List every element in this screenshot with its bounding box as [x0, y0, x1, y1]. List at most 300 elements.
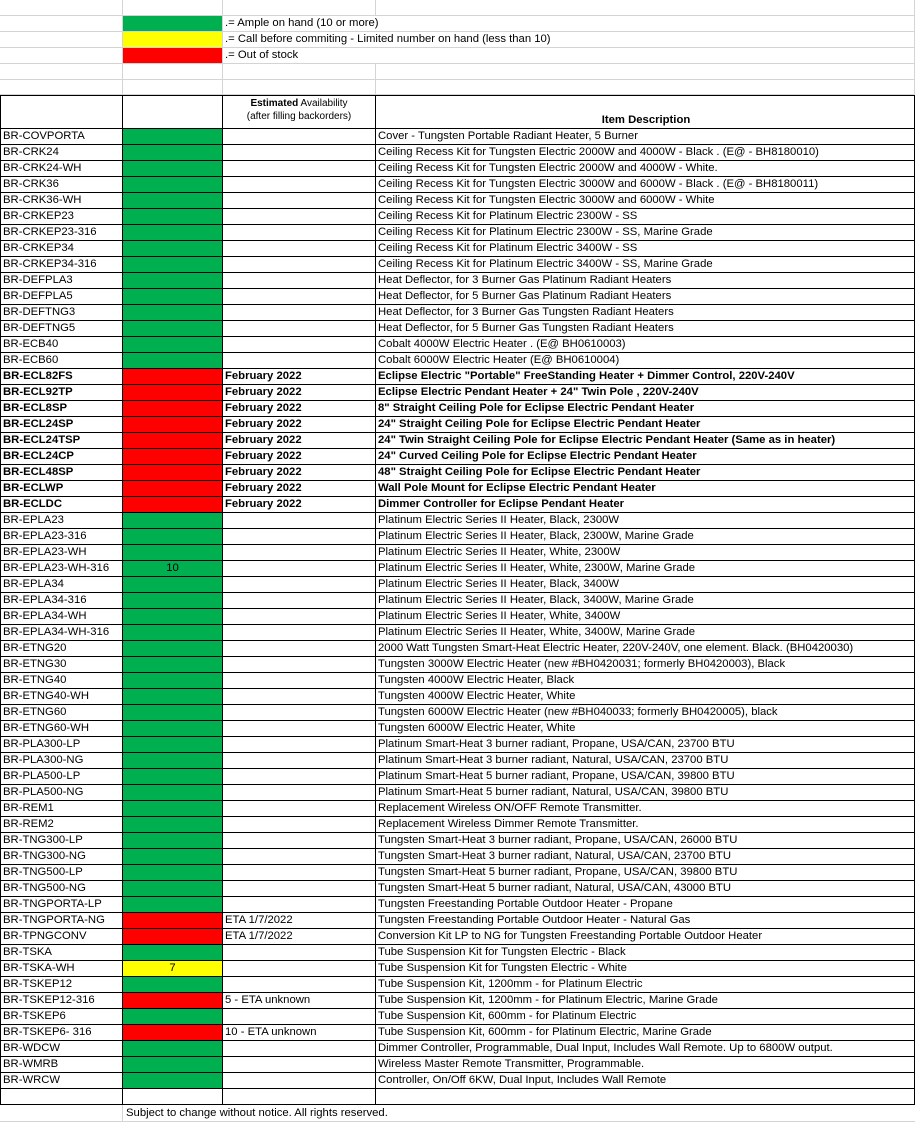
description-cell: Ceiling Recess Kit for Platinum Electric 3400W - SS, Marine Grade — [376, 257, 915, 273]
availability-cell — [223, 321, 376, 337]
table-row — [0, 513, 915, 529]
description-cell: Tube Suspension Kit for Tungsten Electric - Black — [376, 945, 915, 961]
description-cell: Ceiling Recess Kit for Tungsten Electric 2000W and 4000W - Black . (E@ - BH8180010) — [376, 145, 915, 161]
description-cell: Platinum Electric Series II Heater, Black, 3400W — [376, 577, 915, 593]
description-cell: Platinum Smart-Heat 3 burner radiant, Propane, USA/CAN, 23700 BTU — [376, 737, 915, 753]
table-row — [0, 385, 915, 401]
table-row — [0, 641, 915, 657]
sku-cell: BR-ETNG60-WH — [0, 721, 123, 737]
sku-cell: BR-EPLA34-WH — [0, 609, 123, 625]
availability-cell — [223, 337, 376, 353]
status-cell — [123, 273, 223, 289]
status-cell — [123, 849, 223, 865]
description-cell: Heat Deflector, for 5 Burner Gas Platinum Radiant Heaters — [376, 289, 915, 305]
table-row — [0, 481, 915, 497]
availability-cell — [223, 977, 376, 993]
table-row — [0, 593, 915, 609]
availability-cell — [223, 145, 376, 161]
sku-cell: BR-TSKEP6- 316 — [0, 1025, 123, 1041]
description-cell: Platinum Electric Series II Heater, White, 2300W — [376, 545, 915, 561]
description-cell: Tube Suspension Kit for Tungsten Electric - White — [376, 961, 915, 977]
table-row — [0, 417, 915, 433]
status-cell — [123, 577, 223, 593]
availability-cell — [223, 1009, 376, 1025]
description-cell: Eclipse Electric "Portable" FreeStanding Heater + Dimmer Control, 220V-240V — [376, 369, 915, 385]
status-cell — [123, 881, 223, 897]
description-cell: Platinum Electric Series II Heater, Black, 2300W — [376, 513, 915, 529]
status-cell — [123, 833, 223, 849]
footer-row — [0, 1105, 915, 1122]
availability-cell — [223, 673, 376, 689]
description-cell: Tungsten Smart-Heat 3 burner radiant, Natural, USA/CAN, 23700 BTU — [376, 849, 915, 865]
legend-label: .= Out of stock — [223, 48, 915, 64]
description-cell: Platinum Smart-Heat 5 burner radiant, Propane, USA/CAN, 39800 BTU — [376, 769, 915, 785]
status-cell — [123, 689, 223, 705]
description-cell: 2000 Watt Tungsten Smart-Heat Electric Heater, 220V-240V, one element. Black. (BH0420030) — [376, 641, 915, 657]
sku-cell: BR-PLA300-NG — [0, 753, 123, 769]
description-cell: Tube Suspension Kit, 600mm - for Platinum Electric — [376, 1009, 915, 1025]
availability-cell: February 2022 — [223, 385, 376, 401]
table-row — [0, 785, 915, 801]
description-cell: Tungsten Freestanding Portable Outdoor Heater - Propane — [376, 897, 915, 913]
availability-cell — [223, 833, 376, 849]
availability-cell — [223, 737, 376, 753]
status-cell — [123, 529, 223, 545]
sku-cell: BR-EPLA34-WH-316 — [0, 625, 123, 641]
status-cell — [123, 721, 223, 737]
table-row — [0, 401, 915, 417]
availability-cell — [223, 161, 376, 177]
sku-cell: BR-CRK36-WH — [0, 193, 123, 209]
description-cell: Dimmer Controller, Programmable, Dual Input, Includes Wall Remote. Up to 6800W output. — [376, 1041, 915, 1057]
status-cell — [123, 481, 223, 497]
availability-cell — [223, 769, 376, 785]
availability-cell — [223, 561, 376, 577]
availability-cell: February 2022 — [223, 481, 376, 497]
description-cell: Replacement Wireless Dimmer Remote Transmitter. — [376, 817, 915, 833]
availability-cell — [223, 881, 376, 897]
sku-cell: BR-ECL24CP — [0, 449, 123, 465]
table-row — [0, 705, 915, 721]
availability-cell — [223, 625, 376, 641]
status-cell — [123, 705, 223, 721]
table-row — [0, 833, 915, 849]
availability-cell — [223, 1057, 376, 1073]
table-row — [0, 321, 915, 337]
sku-cell: BR-TPNGCONV — [0, 929, 123, 945]
table-row — [0, 177, 915, 193]
sku-cell: BR-TNG300-LP — [0, 833, 123, 849]
availability-cell — [223, 689, 376, 705]
description-cell: Ceiling Recess Kit for Tungsten Electric 3000W and 6000W - White — [376, 193, 915, 209]
status-cell — [123, 353, 223, 369]
status-cell — [123, 1057, 223, 1073]
status-cell — [123, 865, 223, 881]
sku-cell: BR-ECLWP — [0, 481, 123, 497]
status-cell — [123, 241, 223, 257]
status-cell — [123, 305, 223, 321]
description-cell: Tungsten Freestanding Portable Outdoor Heater - Natural Gas — [376, 913, 915, 929]
table-row — [0, 1057, 915, 1073]
table-row — [0, 993, 915, 1009]
description-cell: Replacement Wireless ON/OFF Remote Transmitter. — [376, 801, 915, 817]
legend-label: .= Ample on hand (10 or more) — [223, 16, 915, 32]
description-cell: Ceiling Recess Kit for Platinum Electric 3400W - SS — [376, 241, 915, 257]
status-cell — [123, 769, 223, 785]
table-row — [0, 353, 915, 369]
availability-cell — [223, 209, 376, 225]
sku-cell: BR-CRK24 — [0, 145, 123, 161]
availability-header: Estimated Availability (after filling backorders) — [223, 95, 376, 129]
availability-cell — [223, 801, 376, 817]
sku-cell: BR-CRKEP23 — [0, 209, 123, 225]
status-cell — [123, 513, 223, 529]
availability-cell — [223, 193, 376, 209]
description-cell: 48" Straight Ceiling Pole for Eclipse Electric Pendant Heater — [376, 465, 915, 481]
legend-item — [0, 32, 915, 48]
description-cell: Tube Suspension Kit, 1200mm - for Platinum Electric — [376, 977, 915, 993]
sku-cell: BR-CRK24-WH — [0, 161, 123, 177]
table-row — [0, 753, 915, 769]
blank-row — [0, 1089, 915, 1105]
sku-cell: BR-WDCW — [0, 1041, 123, 1057]
availability-cell — [223, 577, 376, 593]
description-cell: Tube Suspension Kit, 600mm - for Platinum Electric, Marine Grade — [376, 1025, 915, 1041]
sku-cell: BR-ECLDC — [0, 497, 123, 513]
table-row — [0, 241, 915, 257]
table-row — [0, 1009, 915, 1025]
sku-cell: BR-ETNG30 — [0, 657, 123, 673]
sku-cell: BR-TNG500-NG — [0, 881, 123, 897]
availability-cell: February 2022 — [223, 433, 376, 449]
sku-cell: BR-ECL24SP — [0, 417, 123, 433]
availability-cell — [223, 945, 376, 961]
availability-cell: February 2022 — [223, 465, 376, 481]
sku-cell: BR-ETNG60 — [0, 705, 123, 721]
status-cell — [123, 161, 223, 177]
description-cell: Platinum Electric Series II Heater, Black, 2300W, Marine Grade — [376, 529, 915, 545]
table-row — [0, 769, 915, 785]
table-row — [0, 497, 915, 513]
sku-cell: BR-CRKEP34-316 — [0, 257, 123, 273]
table-row — [0, 337, 915, 353]
table-row — [0, 929, 915, 945]
status-cell — [123, 913, 223, 929]
status-cell — [123, 897, 223, 913]
description-cell: Tungsten Smart-Heat 3 burner radiant, Propane, USA/CAN, 26000 BTU — [376, 833, 915, 849]
sku-cell: BR-ECL48SP — [0, 465, 123, 481]
sku-cell: BR-CRK36 — [0, 177, 123, 193]
availability-cell — [223, 865, 376, 881]
status-cell — [123, 417, 223, 433]
sku-cell: BR-DEFTNG5 — [0, 321, 123, 337]
availability-cell — [223, 289, 376, 305]
table-row — [0, 609, 915, 625]
legend-swatch — [123, 16, 223, 32]
table-row — [0, 161, 915, 177]
table-row — [0, 657, 915, 673]
sku-cell: BR-PLA500-LP — [0, 769, 123, 785]
availability-cell — [223, 849, 376, 865]
sku-cell: BR-EPLA34 — [0, 577, 123, 593]
description-cell: Wireless Master Remote Transmitter, Programmable. — [376, 1057, 915, 1073]
availability-cell — [223, 273, 376, 289]
status-cell — [123, 993, 223, 1009]
status-cell — [123, 1009, 223, 1025]
description-cell: 24" Twin Straight Ceiling Pole for Eclipse Electric Pendant Heater (Same as in heater) — [376, 433, 915, 449]
availability-cell — [223, 241, 376, 257]
sku-cell: BR-ECB40 — [0, 337, 123, 353]
table-row — [0, 817, 915, 833]
status-cell — [123, 625, 223, 641]
availability-cell: February 2022 — [223, 417, 376, 433]
status-cell — [123, 225, 223, 241]
table-row — [0, 273, 915, 289]
status-cell — [123, 193, 223, 209]
sku-cell: BR-WMRB — [0, 1057, 123, 1073]
status-cell — [123, 177, 223, 193]
status-cell — [123, 145, 223, 161]
sku-cell: BR-TSKEP6 — [0, 1009, 123, 1025]
status-cell — [123, 657, 223, 673]
status-cell — [123, 337, 223, 353]
table-row — [0, 209, 915, 225]
status-cell — [123, 641, 223, 657]
status-cell — [123, 401, 223, 417]
status-cell — [123, 209, 223, 225]
status-cell — [123, 385, 223, 401]
table-row — [0, 977, 915, 993]
status-cell: 7 — [123, 961, 223, 977]
status-cell — [123, 801, 223, 817]
table-row — [0, 913, 915, 929]
table-row — [0, 193, 915, 209]
sku-cell: BR-EPLA23-316 — [0, 529, 123, 545]
description-cell: Tungsten 4000W Electric Heater, White — [376, 689, 915, 705]
description-cell: Cobalt 6000W Electric Heater (E@ BH0610004) — [376, 353, 915, 369]
availability-cell — [223, 897, 376, 913]
status-cell — [123, 977, 223, 993]
status-cell — [123, 817, 223, 833]
sku-cell: BR-ETNG40-WH — [0, 689, 123, 705]
status-cell: 10 — [123, 561, 223, 577]
availability-cell — [223, 657, 376, 673]
availability-cell: ETA 1/7/2022 — [223, 913, 376, 929]
status-cell — [123, 465, 223, 481]
description-cell: 24" Curved Ceiling Pole for Eclipse Electric Pendant Heater — [376, 449, 915, 465]
table-row — [0, 1041, 915, 1057]
availability-cell — [223, 593, 376, 609]
sku-cell: BR-ECL8SP — [0, 401, 123, 417]
description-cell: Heat Deflector, for 3 Burner Gas Tungsten Radiant Heaters — [376, 305, 915, 321]
description-cell: Cover - Tungsten Portable Radiant Heater, 5 Burner — [376, 129, 915, 145]
description-cell: Ceiling Recess Kit for Platinum Electric 2300W - SS — [376, 209, 915, 225]
availability-cell — [223, 641, 376, 657]
blank-row — [0, 80, 915, 95]
availability-cell — [223, 609, 376, 625]
sku-cell: BR-EPLA23 — [0, 513, 123, 529]
table-header — [0, 95, 915, 129]
description-cell: Cobalt 4000W Electric Heater . (E@ BH0610003) — [376, 337, 915, 353]
sku-cell: BR-EPLA23-WH — [0, 545, 123, 561]
description-cell: Controller, On/Off 6KW, Dual Input, Includes Wall Remote — [376, 1073, 915, 1089]
status-cell — [123, 945, 223, 961]
description-cell: Ceiling Recess Kit for Tungsten Electric 3000W and 6000W - Black . (E@ - BH8180011) — [376, 177, 915, 193]
availability-cell — [223, 177, 376, 193]
table-row — [0, 881, 915, 897]
availability-cell: 5 - ETA unknown — [223, 993, 376, 1009]
availability-cell — [223, 353, 376, 369]
table-body — [0, 129, 915, 1089]
description-cell: Wall Pole Mount for Eclipse Electric Pendant Heater — [376, 481, 915, 497]
description-cell: Ceiling Recess Kit for Tungsten Electric 2000W and 4000W - White. — [376, 161, 915, 177]
table-row — [0, 449, 915, 465]
availability-cell — [223, 961, 376, 977]
availability-cell — [223, 305, 376, 321]
legend — [0, 16, 915, 64]
description-cell: Tungsten 3000W Electric Heater (new #BH0420031; formerly BH0420003), Black — [376, 657, 915, 673]
table-row — [0, 849, 915, 865]
sku-cell: BR-TNGPORTA-LP — [0, 897, 123, 913]
description-cell: Platinum Smart-Heat 3 burner radiant, Natural, USA/CAN, 23700 BTU — [376, 753, 915, 769]
availability-cell — [223, 529, 376, 545]
description-cell: Tungsten 4000W Electric Heater, Black — [376, 673, 915, 689]
status-cell — [123, 449, 223, 465]
description-cell: Conversion Kit LP to NG for Tungsten Freestanding Portable Outdoor Heater — [376, 929, 915, 945]
sku-cell: BR-REM1 — [0, 801, 123, 817]
sku-cell: BR-WRCW — [0, 1073, 123, 1089]
sku-cell: BR-PLA500-NG — [0, 785, 123, 801]
table-row — [0, 897, 915, 913]
sku-cell: BR-ECL92TP — [0, 385, 123, 401]
status-cell — [123, 369, 223, 385]
status-cell — [123, 785, 223, 801]
blank-row — [0, 64, 915, 80]
description-cell: Platinum Electric Series II Heater, White, 3400W, Marine Grade — [376, 625, 915, 641]
availability-cell — [223, 129, 376, 145]
sku-cell: BR-ETNG20 — [0, 641, 123, 657]
availability-cell — [223, 225, 376, 241]
availability-cell — [223, 257, 376, 273]
sku-cell: BR-TNG500-LP — [0, 865, 123, 881]
table-row — [0, 145, 915, 161]
description-cell: Tungsten Smart-Heat 5 burner radiant, Propane, USA/CAN, 39800 BTU — [376, 865, 915, 881]
sku-cell: BR-ECL24TSP — [0, 433, 123, 449]
inventory-table — [0, 95, 915, 1105]
table-row — [0, 225, 915, 241]
availability-cell — [223, 705, 376, 721]
status-cell — [123, 1041, 223, 1057]
sku-cell: BR-CRKEP23-316 — [0, 225, 123, 241]
sku-cell: BR-DEFTNG3 — [0, 305, 123, 321]
status-cell — [123, 593, 223, 609]
description-cell: Platinum Electric Series II Heater, Black, 3400W, Marine Grade — [376, 593, 915, 609]
availability-cell: ETA 1/7/2022 — [223, 929, 376, 945]
description-cell: Heat Deflector, for 3 Burner Gas Platinum Radiant Heaters — [376, 273, 915, 289]
availability-cell — [223, 1073, 376, 1089]
sku-cell: BR-COVPORTA — [0, 129, 123, 145]
table-row — [0, 1073, 915, 1089]
availability-cell: February 2022 — [223, 449, 376, 465]
legend-label: .= Call before commiting - Limited number on hand (less than 10) — [223, 32, 915, 48]
availability-cell — [223, 785, 376, 801]
status-cell — [123, 129, 223, 145]
sku-cell: BR-DEFPLA3 — [0, 273, 123, 289]
sku-cell: BR-TSKEP12 — [0, 977, 123, 993]
description-cell: Tungsten 6000W Electric Heater (new #BH040033; formerly BH0420005), black — [376, 705, 915, 721]
table-row — [0, 433, 915, 449]
table-row — [0, 961, 915, 977]
availability-cell: February 2022 — [223, 497, 376, 513]
description-cell: Dimmer Controller for Eclipse Pendant Heater — [376, 497, 915, 513]
table-row — [0, 689, 915, 705]
status-cell — [123, 609, 223, 625]
description-cell: Tungsten Smart-Heat 5 burner radiant, Natural, USA/CAN, 43000 BTU — [376, 881, 915, 897]
table-row — [0, 945, 915, 961]
status-cell — [123, 1025, 223, 1041]
table-row — [0, 561, 915, 577]
availability-cell: February 2022 — [223, 369, 376, 385]
status-cell — [123, 497, 223, 513]
status-cell — [123, 673, 223, 689]
sku-cell: BR-TSKA — [0, 945, 123, 961]
legend-swatch — [123, 48, 223, 64]
sku-cell: BR-DEFPLA5 — [0, 289, 123, 305]
status-cell — [123, 1073, 223, 1089]
sku-cell: BR-PLA300-LP — [0, 737, 123, 753]
description-cell: Platinum Electric Series II Heater, White, 3400W — [376, 609, 915, 625]
availability-cell — [223, 721, 376, 737]
availability-cell: 10 - ETA unknown — [223, 1025, 376, 1041]
description-header: Item Description — [376, 95, 915, 129]
status-cell — [123, 289, 223, 305]
blank-row — [0, 0, 915, 16]
table-row — [0, 369, 915, 385]
sku-cell: BR-CRKEP34 — [0, 241, 123, 257]
description-cell: Tungsten 6000W Electric Heater, White — [376, 721, 915, 737]
status-cell — [123, 929, 223, 945]
description-cell: Platinum Electric Series II Heater, White, 2300W, Marine Grade — [376, 561, 915, 577]
sku-cell: BR-ECB60 — [0, 353, 123, 369]
availability-cell — [223, 753, 376, 769]
legend-item — [0, 16, 915, 32]
table-row — [0, 737, 915, 753]
sku-cell: BR-TNG300-NG — [0, 849, 123, 865]
sku-cell: BR-TSKEP12-316 — [0, 993, 123, 1009]
availability-cell — [223, 545, 376, 561]
status-cell — [123, 737, 223, 753]
legend-swatch — [123, 32, 223, 48]
sku-cell: BR-EPLA34-316 — [0, 593, 123, 609]
table-row — [0, 801, 915, 817]
status-cell — [123, 257, 223, 273]
status-cell — [123, 321, 223, 337]
table-row — [0, 529, 915, 545]
table-row — [0, 1025, 915, 1041]
availability-cell — [223, 513, 376, 529]
availability-cell: February 2022 — [223, 401, 376, 417]
description-cell: 8" Straight Ceiling Pole for Eclipse Electric Pendant Heater — [376, 401, 915, 417]
table-row — [0, 257, 915, 273]
table-row — [0, 545, 915, 561]
table-row — [0, 289, 915, 305]
availability-cell — [223, 817, 376, 833]
sku-cell: BR-TSKA-WH — [0, 961, 123, 977]
sku-cell: BR-REM2 — [0, 817, 123, 833]
table-row — [0, 465, 915, 481]
description-cell: Tube Suspension Kit, 1200mm - for Platinum Electric, Marine Grade — [376, 993, 915, 1009]
description-cell: Heat Deflector, for 5 Burner Gas Tungsten Radiant Heaters — [376, 321, 915, 337]
